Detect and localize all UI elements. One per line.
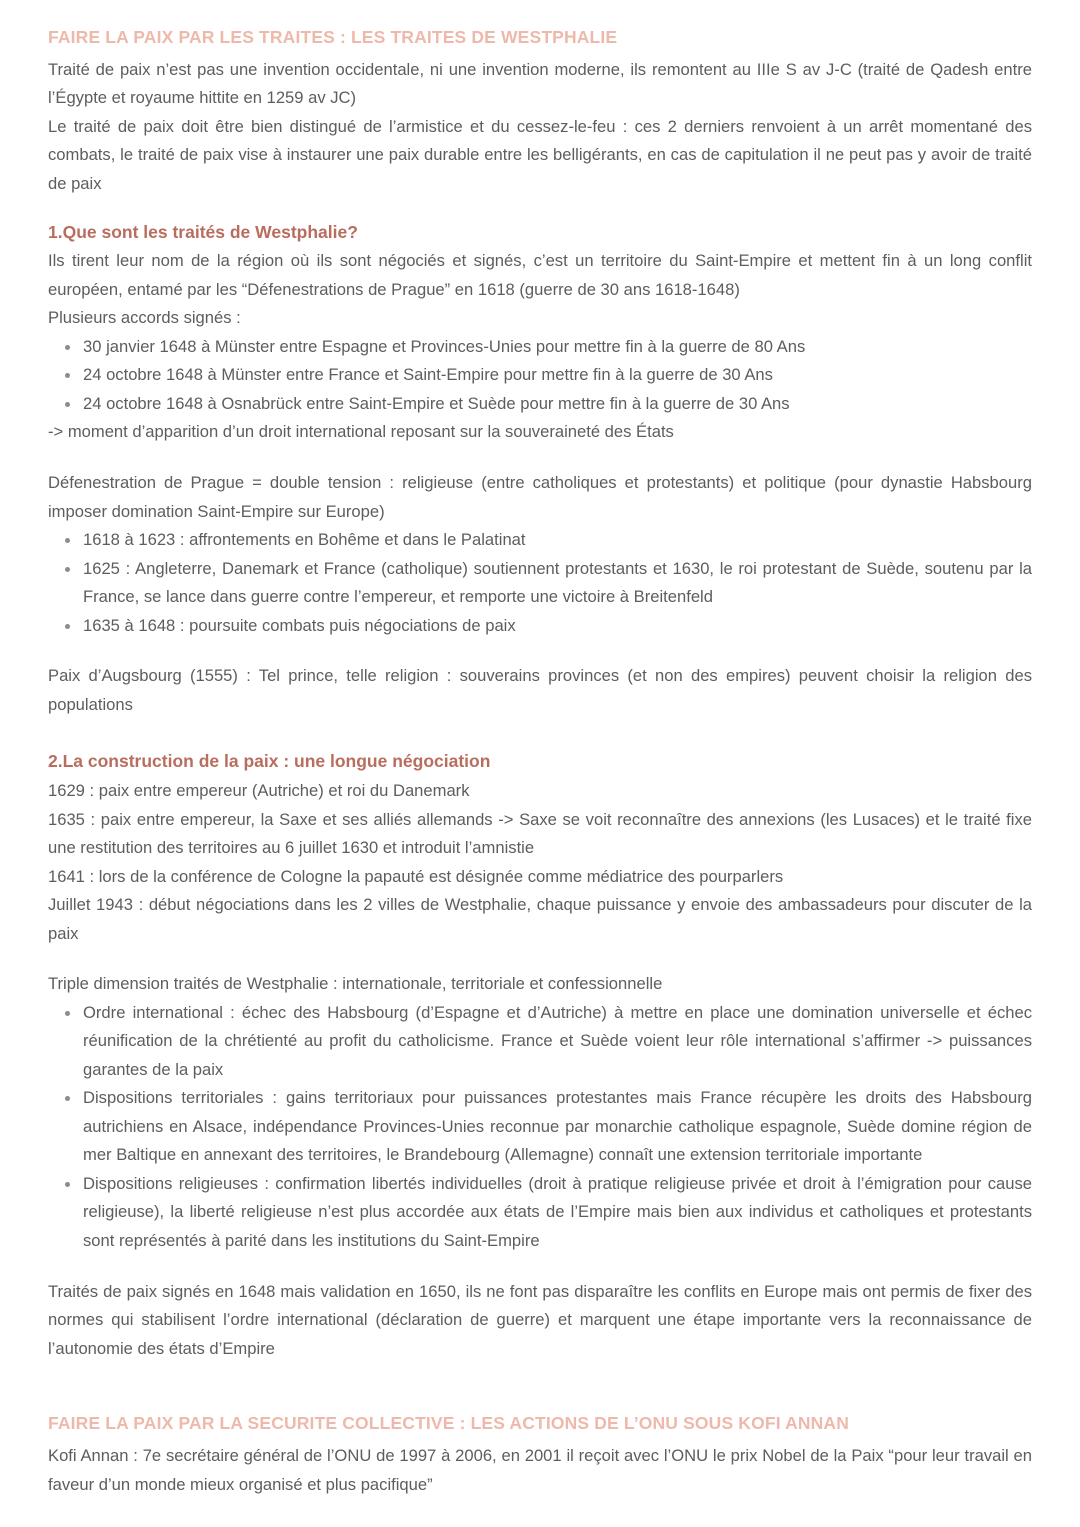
list-item: 1625 : Angleterre, Danemark et France (catholique) soutiennent protestants et 1630, le roi protestant de Suède, soutenu par la France, se lance dans guerre contre l’empereur, et remporte une victoire à Breitenfeld — [48, 555, 1032, 612]
section-heading-securite-collective: FAIRE LA PAIX PAR LA SECURITE COLLECTIVE : LES ACTIONS DE L’ONU SOUS KOFI ANNAN — [48, 1413, 850, 1434]
list-item: 24 octobre 1648 à Osnabrück entre Saint-Empire et Suède pour mettre fin à la guerre de 30 Ans — [48, 390, 1032, 419]
section-heading-westphalie: FAIRE LA PAIX PAR LES TRAITES : LES TRAITES DE WESTPHALIE — [48, 27, 618, 47]
paragraph-distinction-armistice: Le traité de paix doit être bien distingué de l’armistice et du cessez-le-feu : ces 2 derniers renvoient à un arrêt momentané des combats, le traité de paix vise à instaurer une paix durable entre les belligérants, en cas de capitulation il ne peut pas y avoir de traité de paix — [48, 116, 1032, 193]
list-item: 1635 à 1648 : poursuite combats puis négociations de paix — [48, 612, 1032, 641]
paragraph-origine-du-nom: Ils tirent leur nom de la région où ils sont négociés et signés, c’est un territoire du Saint-Empire et mettent fin à un long conflit européen, entamé par les “Défenestrations de Prague” en 1618 (guerre de 30 ans 1618-1648) — [48, 251, 1032, 299]
list-item: 24 octobre 1648 à Münster entre France et Saint-Empire pour mettre fin à la guerre de 30 Ans — [48, 361, 1032, 390]
subsection-heading-construction-de-la-paix: 2.La construction de la paix : une longue négociation — [48, 751, 491, 772]
list-item: Dispositions territoriales : gains territoriaux pour puissances protestantes mais France récupère les droits des Habsbourg autrichiens en Alsace, indépendance Provinces-Unies reconnue par monarchie catholique espagnole, Suède domine région de mer Baltique en annexant des territoires, le Brandebourg (Allemagne) connaît une extension territoriale importante — [48, 1084, 1032, 1170]
spacer — [48, 1256, 1032, 1278]
spacer — [48, 1363, 1032, 1413]
paragraph-defenestration-double-tension: Défenestration de Prague = double tension : religieuse (entre catholiques et protestants) et politique (pour dynastie Habsbourg imposer domination Saint-Empire sur Europe) — [48, 473, 1032, 521]
spacer — [48, 948, 1032, 970]
paragraph-kofi-annan: Kofi Annan : 7e secrétaire général de l’ONU de 1997 à 2006, en 2001 il reçoit avec l’ONU le prix Nobel de la Paix “pour leur travail en faveur d’un monde mieux organisé et plus pacifique” — [48, 1445, 1032, 1494]
subsection-heading-que-sont-les-traites: 1.Que sont les traités de Westphalie? — [48, 221, 358, 242]
list-dimensions-traites — [48, 999, 1032, 1256]
paragraph-triple-dimension: Triple dimension traités de Westphalie : internationale, territoriale et confessionnelle — [48, 974, 663, 994]
paragraph-droit-international-souverainete: -> moment d’apparition d’un droit international reposant sur la souveraineté des États — [48, 422, 674, 442]
list-item: 1618 à 1623 : affrontements en Bohême et dans le Palatinat — [48, 526, 1032, 555]
paragraph-1629: 1629 : paix entre empereur (Autriche) et roi du Danemark — [48, 781, 470, 800]
list-item: Dispositions religieuses : confirmation libertés individuelles (droit à pratique religieuse privée et droit à l’émigration pour cause religieuse), la liberté religieuse n’est plus accordée aux états de l’Empire mais bien aux individus et catholiques et protestants sont représentés à parité dans les institutions du Saint-Empire — [48, 1170, 1032, 1256]
paragraph-traite-de-paix-origine: Traité de paix n’est pas une invention occidentale, ni une invention moderne, ils remontent au IIIe S av J-C (traité de Qadesh entre l’Égypte et royaume hittite en 1259 av JC) — [48, 59, 1032, 108]
paragraph-1635: 1635 : paix entre empereur, la Saxe et ses alliés allemands -> Saxe se voit reconnaître des annexions (les Lusaces) et le traité fixe une restitution des territoires au 6 juillet 1630 et introduit l’amnistie — [48, 809, 1032, 858]
list-chronologie-guerre — [48, 526, 1032, 640]
spacer — [48, 199, 1032, 221]
list-item: 30 janvier 1648 à Münster entre Espagne et Provinces-Unies pour mettre fin à la guerre de 80 Ans — [48, 333, 1032, 362]
list-item: Ordre international : échec des Habsbourg (d’Espagne et d’Autriche) à mettre en place une domination universelle et échec réunification de la chrétienté au profit du catholicisme. France et Suède voient leur rôle international s’affirmer -> puissances garantes de la paix — [48, 999, 1032, 1085]
paragraph-paix-augsbourg: Paix d’Augsbourg (1555) : Tel prince, telle religion : souverains provinces (et non des empires) peuvent choisir la religion des populations — [48, 666, 1032, 714]
paragraph-juillet-1943: Juillet 1943 : début négociations dans les 2 villes de Westphalie, chaque puissance y envoie des ambassadeurs pour discuter de la paix — [48, 895, 1032, 943]
paragraph-conclusion-westphalie: Traités de paix signés en 1648 mais validation en 1650, ils ne font pas disparaître les conflits en Europe mais ont permis de fixer des normes qui stabilisent l’ordre international (déclaration de guerre) et marquent une étape importante vers la reconnaissance de l’autonomie des états d’Empire — [48, 1281, 1032, 1358]
paragraph-plusieurs-accords-signes: Plusieurs accords signés : — [48, 308, 241, 328]
spacer — [48, 447, 1032, 469]
list-accords-signes — [48, 333, 1032, 419]
spacer — [48, 719, 1032, 750]
paragraph-1641: 1641 : lors de la conférence de Cologne la papauté est désignée comme médiatrice des pourparlers — [48, 866, 784, 886]
spacer — [48, 640, 1032, 662]
